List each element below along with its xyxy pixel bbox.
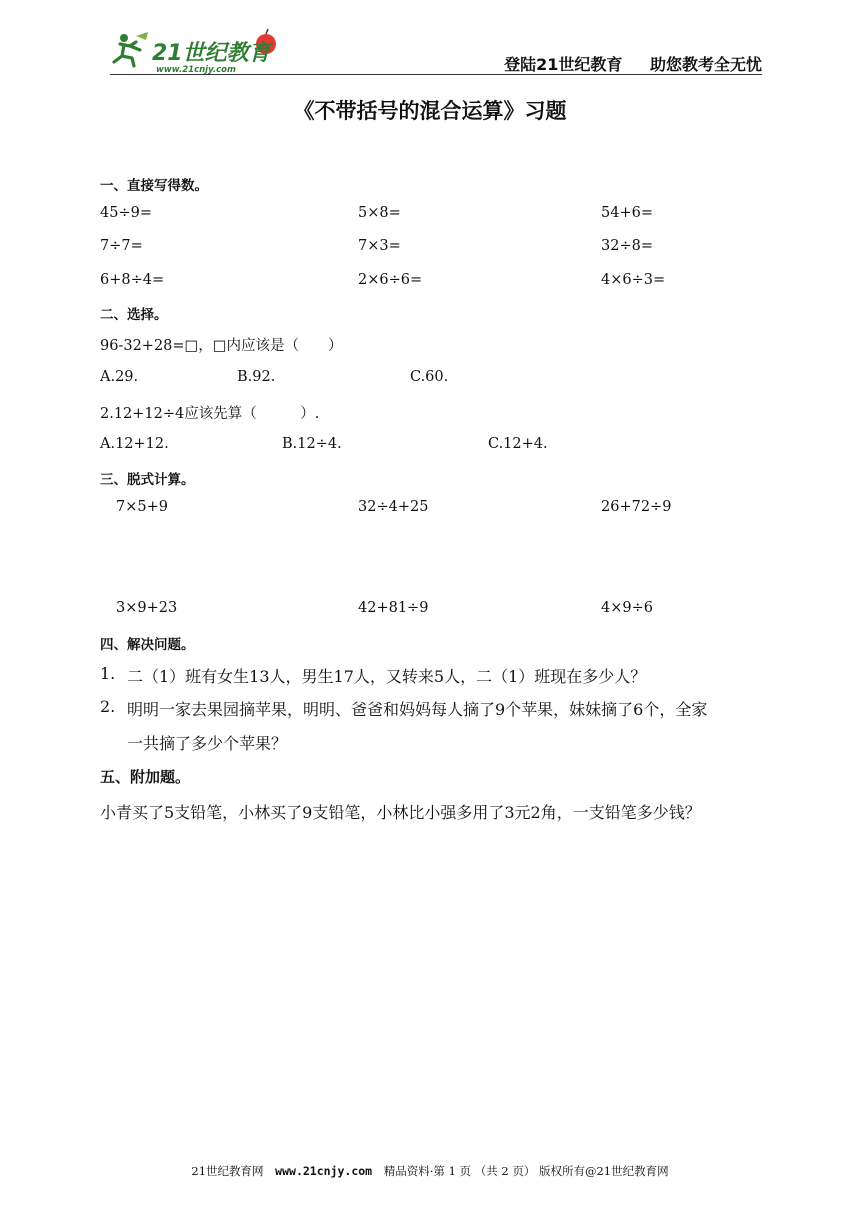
footer-site: 21世纪教育网 bbox=[191, 1164, 264, 1178]
section4-heading: 四、解决问题。 bbox=[100, 637, 195, 653]
choice-question-1: 96-32+28=□，□内应该是（ ） bbox=[100, 338, 343, 354]
choice-option: C.60. bbox=[410, 369, 449, 385]
site-logo bbox=[110, 28, 290, 74]
word-problem-1: 二（1）班有女生13人，男生17人，又转来5人，二（1）班现在多少人？ bbox=[127, 667, 647, 686]
slogan-left: 登陆21世纪教育 bbox=[504, 55, 623, 74]
oral-calc-item: 45÷9= bbox=[100, 205, 152, 221]
problem-number: 2. bbox=[100, 697, 116, 716]
stepwise-calc-item: 26+72÷9 bbox=[601, 499, 672, 515]
oral-calc-item: 32÷8= bbox=[601, 238, 653, 254]
header-divider bbox=[110, 74, 762, 75]
choice-question-2: 2.12+12÷4应该先算（ ）. bbox=[100, 406, 320, 422]
logo-url: www.21cnjy.com bbox=[156, 65, 236, 74]
section1-heading: 一、直接写得数。 bbox=[100, 178, 208, 194]
word-problem-2-line1: 明明一家去果园摘苹果，明明、爸爸和妈妈每人摘了9个苹果，妹妹摘了6个，全家 bbox=[127, 700, 708, 719]
page-title: 《不带括号的混合运算》习题 bbox=[293, 99, 567, 123]
oral-calc-item: 4×6÷3= bbox=[601, 272, 666, 288]
stepwise-calc-item: 32÷4+25 bbox=[358, 499, 429, 515]
word-problem-2-line2: 一共摘了多少个苹果？ bbox=[127, 734, 288, 753]
header-slogan bbox=[504, 52, 762, 75]
logo-text: 21世纪教育 bbox=[152, 41, 271, 66]
stepwise-calc-item: 4×9÷6 bbox=[601, 600, 653, 616]
footer-page-info: 精品资料·第 1 页 （共 2 页） 版权所有@21世纪教育网 bbox=[383, 1164, 669, 1178]
problem-number: 1. bbox=[100, 664, 116, 683]
oral-calc-item: 2×6÷6= bbox=[358, 272, 423, 288]
choice-option: A.12+12. bbox=[100, 436, 169, 452]
section2-heading: 二、选择。 bbox=[100, 307, 168, 323]
stepwise-calc-item: 7×5+9 bbox=[116, 499, 168, 515]
choice-option: A.29. bbox=[100, 369, 139, 385]
footer-url[interactable]: www.21cnjy.com bbox=[275, 1164, 373, 1178]
oral-calc-item: 6+8÷4= bbox=[100, 272, 165, 288]
oral-calc-item: 7×3= bbox=[358, 238, 401, 254]
stepwise-calc-item: 3×9+23 bbox=[116, 600, 178, 616]
section3-heading: 三、脱式计算。 bbox=[100, 472, 195, 488]
oral-calc-item: 5×8= bbox=[358, 205, 401, 221]
runner-icon bbox=[114, 32, 148, 66]
oral-calc-item: 7÷7= bbox=[100, 238, 143, 254]
section5-heading: 五、附加题。 bbox=[100, 768, 191, 786]
oral-calc-item: 54+6= bbox=[601, 205, 653, 221]
stepwise-calc-item: 42+81÷9 bbox=[358, 600, 429, 616]
choice-option: C.12+4. bbox=[488, 436, 548, 452]
bonus-problem: 小青买了5支铅笔，小林买了9支铅笔，小林比小强多用了3元2角，一支铅笔多少钱？ bbox=[100, 803, 701, 822]
choice-option: B.92. bbox=[237, 369, 276, 385]
page-footer bbox=[0, 1163, 860, 1179]
slogan-right: 助您教考全无忧 bbox=[649, 55, 762, 74]
choice-option: B.12÷4. bbox=[282, 436, 342, 452]
